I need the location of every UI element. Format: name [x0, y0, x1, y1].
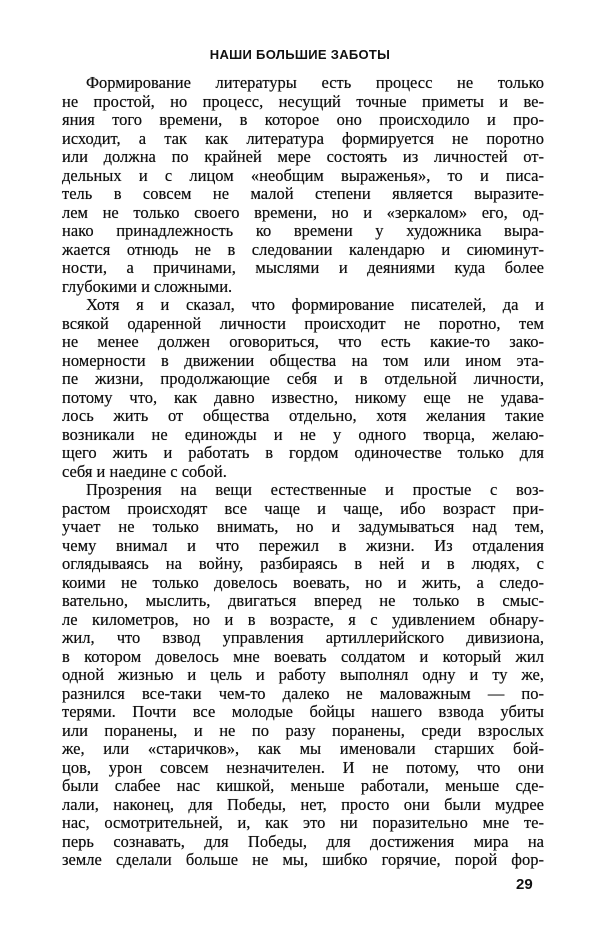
text-line: учает не только внимать, но и задумываться над тем, [62, 517, 544, 536]
text-line: возникали не единожды и не у одного творца, желаю- [62, 424, 544, 444]
text-line: лем не только своего времени, но и «зеркалом» его, од- [62, 202, 544, 222]
paragraph [62, 296, 544, 481]
text-line: не менее должен оговориться, что есть какие-то зако- [62, 332, 544, 351]
text-line: яния того времени, в которое оно происходило и про- [62, 110, 544, 129]
text-line: всякой одаренной личности происходит не поротно, тем [62, 313, 544, 333]
text-line: лали, наконец, для Победы, нет, просто они были мудрее [62, 794, 544, 814]
paragraph [62, 481, 544, 870]
text-line: перь сознавать, для Победы, для достижения мира на [62, 831, 544, 851]
text-line: не простой, но процесс, несущий точные приметы и ве- [62, 91, 544, 111]
page-number: 29 [516, 876, 533, 893]
text-line: были слабее нас кишкой, меньше работали, меньше сде- [62, 776, 544, 795]
text-line: в котором довелось мне воевать солдатом и который жил [62, 646, 544, 666]
text-line: ле километров, но и в возрасте, я с удивлением обнару- [62, 609, 544, 629]
text-line: оглядываясь на войну, разбираясь в ней и в людях, с [62, 554, 544, 573]
page-body [62, 74, 544, 870]
text-line: нас, осмотрительней, и, как это ни поразительно мне те- [62, 813, 544, 832]
text-line: чему внимал и что пережил в жизни. Из отдаления [62, 535, 544, 555]
text-line: себя и наедине с собой. [62, 461, 227, 481]
text-line: или должна по крайней мере состоять из личностей от- [62, 147, 544, 166]
text-line: же, или «старичков», как мы именовали старших бой- [62, 739, 544, 758]
text-line: нако принадлежность ко времени у художника выра- [62, 221, 544, 240]
text-line: пе жизни, продолжающие себя и в отдельной личности, [62, 369, 544, 388]
text-line: вательно, мыслить, двигаться вперед не только в смыс- [62, 591, 544, 610]
text-line: жил, что взвод управления артиллерийского дивизиона, [62, 628, 544, 647]
text-line: Хотя я и сказал, что формирование писателей, да и [86, 295, 544, 314]
text-line: ности, а причинами, мыслями и деяниями куда более [62, 258, 544, 277]
text-line: терями. Почти все молодые бойцы нашего взвода убиты [62, 702, 544, 721]
text-line: номерности в движении общества на том или ином эта- [62, 350, 544, 370]
text-line: глубокими и сложными. [62, 276, 233, 296]
text-line: земле сделали больше не мы, шибко горячие, порой фор- [62, 850, 544, 869]
text-line: тель в совсем не малой степени является выразите- [62, 184, 544, 203]
text-line: Формирование литературы есть процесс не только [86, 73, 544, 92]
text-line: лось жить от общества отдельно, хотя желания такие [62, 406, 544, 425]
text-line: коими не только довелось воевать, но и жить, а следо- [62, 572, 544, 592]
text-line: жается отнюдь не в следовании календарю и сиюминут- [62, 239, 544, 259]
text-line: щего жить и работать в гордом одиночестве только для [62, 443, 544, 462]
text-line: или поранены, и не по разу поранены, среди взрослых [62, 720, 544, 740]
text-line: одной жизнью и цель и работу выполнял одну и ту же, [62, 665, 544, 684]
text-line: исходит, а так как литература формируется не поротно [62, 128, 544, 148]
text-line: потому что, как давно известно, никому еще не удава- [62, 387, 544, 407]
text-line: цов, урон совсем незначителен. И не потому, что они [62, 757, 544, 777]
paragraph [62, 74, 544, 296]
page-title: НАШИ БОЛЬШИЕ ЗАБОТЫ [209, 47, 391, 62]
text-line: Прозрения на вещи естественные и простые с воз- [86, 480, 544, 499]
text-line: растом происходят все чаще и чаще, ибо возраст при- [62, 498, 544, 518]
text-line: разнился все-таки чем-то далеко не маловажным — по- [62, 683, 544, 703]
text-line: дельных и с лицом «необщим выраженья», то и писа- [62, 165, 544, 185]
